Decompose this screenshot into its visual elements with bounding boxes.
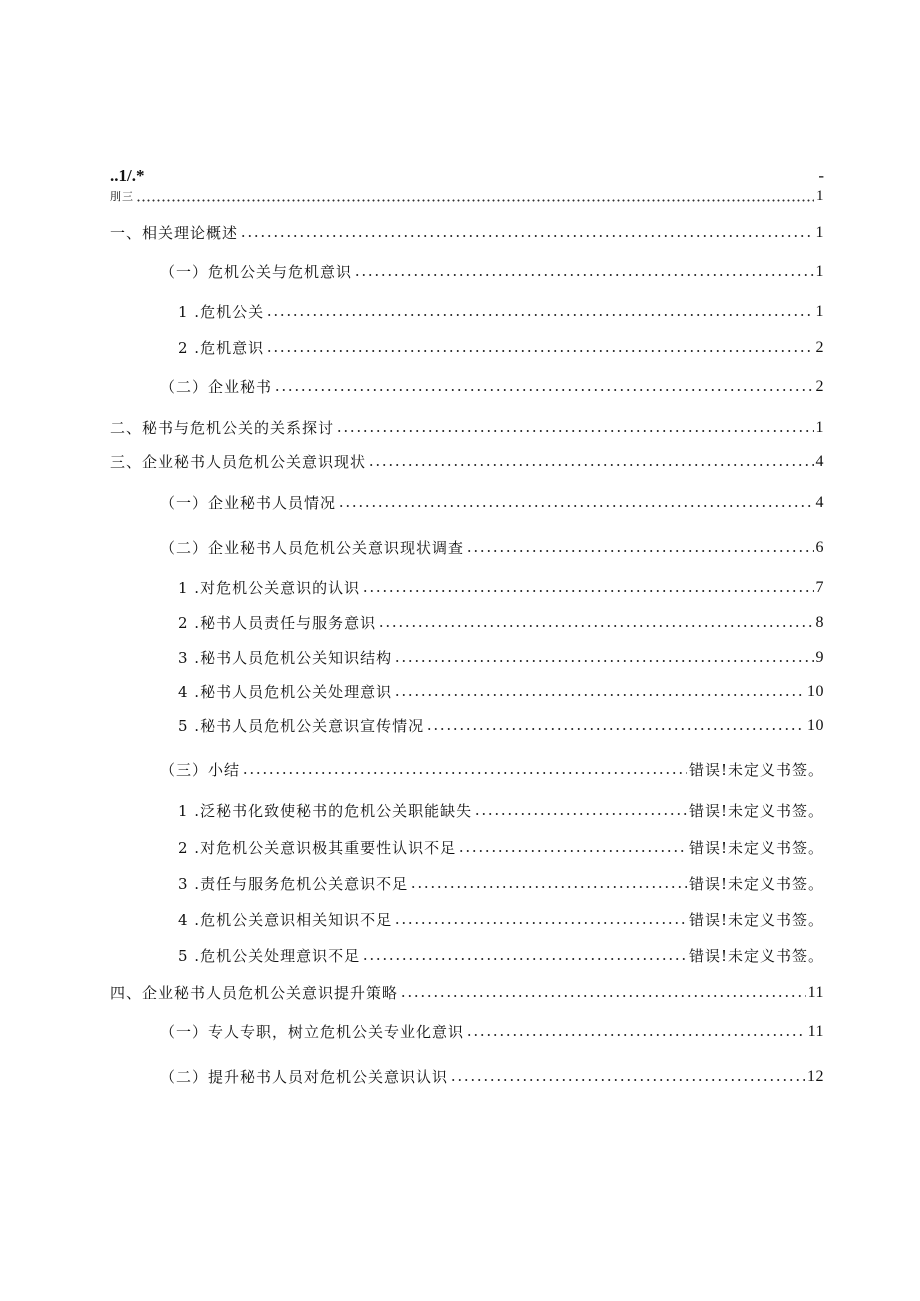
toc-entry-title: （一）企业秘书人员情况 <box>160 494 337 512</box>
toc-entry-preface[interactable] <box>110 190 824 204</box>
toc-dot-leader <box>394 659 813 663</box>
toc-entry-page: 1 <box>815 224 824 241</box>
toc-entry-section-4[interactable] <box>110 983 824 1003</box>
toc-entry-3-2-5[interactable] <box>178 716 824 736</box>
toc-dot-leader <box>274 388 813 392</box>
toc-entry-3-3-2[interactable] <box>178 838 824 858</box>
toc-entry-title: 刖三 <box>110 190 134 203</box>
toc-entry-page: 2 <box>815 378 824 395</box>
toc-entry-page: 6 <box>815 539 824 556</box>
toc-entry-title: （一）危机公关与危机意识 <box>160 263 353 281</box>
toc-entry-page: 1 <box>815 419 824 436</box>
toc-entry-3-2-3[interactable] <box>178 648 824 668</box>
toc-entry-3-3-1[interactable] <box>178 801 824 821</box>
toc-entry-page: 10 <box>807 717 824 734</box>
toc-entry-title: 5 .危机公关处理意识不足 <box>178 947 361 965</box>
toc-entry-3-3-3[interactable] <box>178 874 824 894</box>
toc-dot-leader <box>394 921 687 925</box>
toc-dot-leader <box>362 957 687 961</box>
toc-entry-section-3[interactable] <box>110 452 824 472</box>
toc-entry-section-1[interactable] <box>110 223 824 243</box>
toc-dot-leader <box>426 727 805 731</box>
toc-entry-page: 1 <box>815 263 824 280</box>
toc-dot-leader <box>338 504 813 508</box>
toc-entry-1-1-1[interactable] <box>178 302 824 322</box>
toc-entry-page-error: 错误!未定义书签。 <box>688 802 824 820</box>
page-header <box>110 166 824 186</box>
toc-entry-page: 7 <box>815 579 824 596</box>
toc-dot-leader <box>266 349 813 353</box>
toc-entry-3-1[interactable] <box>160 493 824 513</box>
toc-dot-leader <box>466 549 813 553</box>
toc-entry-3-3-4[interactable] <box>178 910 824 930</box>
toc-entry-title: 2 .危机意识 <box>178 339 265 357</box>
toc-entry-3-2-2[interactable] <box>178 613 824 633</box>
toc-entry-page-error: 错误!未定义书签。 <box>688 875 824 893</box>
toc-entry-title: 2 .秘书人员责任与服务意识 <box>178 614 377 632</box>
toc-entry-title: 1 .危机公关 <box>178 303 265 321</box>
toc-dot-leader <box>240 234 813 238</box>
toc-entry-title: （三）小结 <box>160 761 241 779</box>
toc-entry-page: 10 <box>807 683 824 700</box>
toc-entry-title: 3 .责任与服务危机公关意识不足 <box>178 875 409 893</box>
toc-entry-title: （一）专人专职，树立危机公关专业化意识 <box>160 1023 465 1041</box>
toc-entry-page: 11 <box>807 1023 824 1040</box>
toc-entry-title: （二）提升秘书人员对危机公关意识认识 <box>160 1068 449 1086</box>
toc-entry-page: 4 <box>815 494 824 511</box>
toc-entry-page-error: 错误!未定义书签。 <box>688 839 824 857</box>
toc-dot-leader <box>362 589 813 593</box>
toc-entry-3-3-5[interactable] <box>178 946 824 966</box>
toc-dot-leader <box>136 199 814 202</box>
toc-entry-1-2[interactable] <box>160 377 824 397</box>
toc-dot-leader <box>354 273 813 277</box>
toc-entry-page: 4 <box>815 453 824 470</box>
toc-entry-title: 2 .对危机公关意识极其重要性认识不足 <box>178 839 457 857</box>
toc-entry-page-error: 错误!未定义书签。 <box>688 947 824 965</box>
header-right-text: - <box>818 166 824 185</box>
toc-entry-page: 2 <box>815 339 824 356</box>
toc-entry-title: 4 .危机公关意识相关知识不足 <box>178 911 393 929</box>
toc-dot-leader <box>368 463 813 467</box>
toc-dot-leader <box>474 812 687 816</box>
toc-entry-4-1[interactable] <box>160 1022 824 1042</box>
toc-entry-title: 5 .秘书人员危机公关意识宣传情况 <box>178 717 425 735</box>
toc-entry-title: 二、秘书与危机公关的关系探讨 <box>110 419 335 437</box>
toc-entry-1-1[interactable] <box>160 262 824 282</box>
toc-dot-leader <box>410 885 687 889</box>
toc-dot-leader <box>450 1078 805 1082</box>
toc-entry-title: （二）企业秘书 <box>160 378 273 396</box>
toc-entry-page: 1 <box>816 188 824 204</box>
toc-dot-leader <box>400 994 806 998</box>
toc-dot-leader <box>378 624 813 628</box>
toc-entry-title: 3 .秘书人员危机公关知识结构 <box>178 649 393 667</box>
toc-entry-title: （二）企业秘书人员危机公关意识现状调查 <box>160 539 465 557</box>
toc-dot-leader <box>266 313 813 317</box>
toc-dot-leader <box>394 693 805 697</box>
toc-entry-3-2-4[interactable] <box>178 682 824 702</box>
toc-entry-3-3[interactable] <box>160 760 824 780</box>
toc-entry-page: 1 <box>815 303 824 320</box>
toc-entry-section-2[interactable] <box>110 418 824 438</box>
toc-entry-page: 9 <box>815 649 824 666</box>
toc-entry-3-2[interactable] <box>160 538 824 558</box>
toc-entry-title: 三、企业秘书人员危机公关意识现状 <box>110 453 367 471</box>
toc-dot-leader <box>458 849 687 853</box>
toc-entry-page-error: 错误!未定义书签。 <box>688 911 824 929</box>
toc-entry-title: 1 .对危机公关意识的认识 <box>178 579 361 597</box>
toc-entry-title: 四、企业秘书人员危机公关意识提升策略 <box>110 984 399 1002</box>
header-left-text: ..1/.* <box>110 166 145 185</box>
toc-entry-page: 11 <box>807 984 824 1001</box>
toc-entry-title: 一、相关理论概述 <box>110 224 239 242</box>
toc-entry-title: 4 .秘书人员危机公关处理意识 <box>178 683 393 701</box>
toc-dot-leader <box>466 1033 806 1037</box>
toc-entry-3-2-1[interactable] <box>178 578 824 598</box>
toc-entry-1-1-2[interactable] <box>178 338 824 358</box>
toc-entry-page: 8 <box>815 614 824 631</box>
toc-entry-4-2[interactable] <box>160 1067 824 1087</box>
toc-dot-leader <box>242 771 687 775</box>
toc-entry-page: 12 <box>807 1068 824 1085</box>
toc-entry-title: 1 .泛秘书化致使秘书的危机公关职能缺失 <box>178 802 473 820</box>
toc-dot-leader <box>336 429 813 433</box>
toc-entry-page-error: 错误!未定义书签。 <box>688 761 824 779</box>
